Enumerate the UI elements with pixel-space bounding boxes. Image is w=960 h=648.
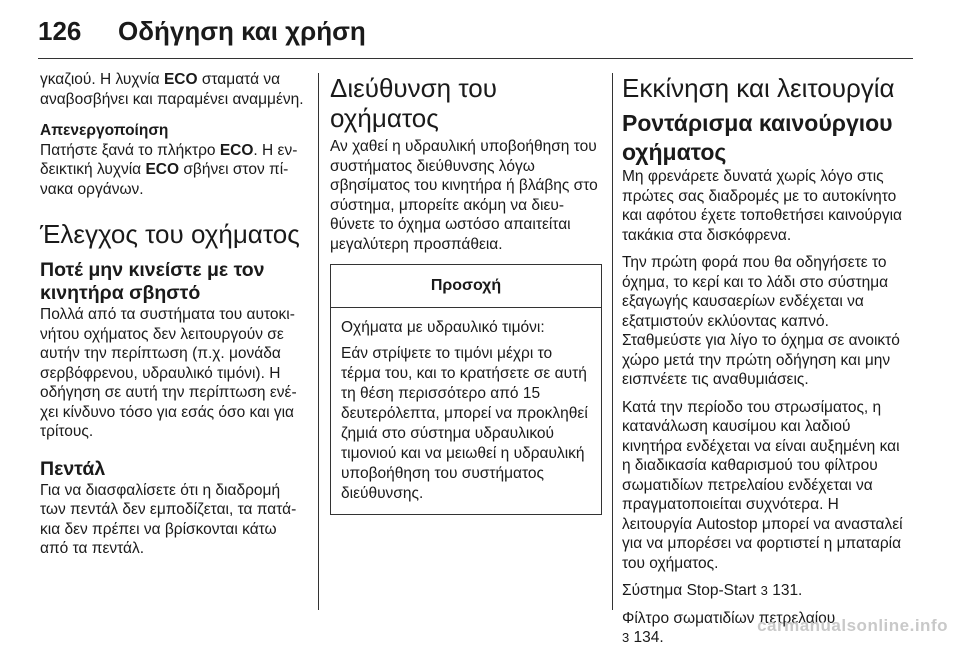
deactivation-heading: Απενεργοποίηση [40,122,169,139]
pedals-paragraph: Για να διασφαλίσετε ότι η διαδρομή των πεντάλ δεν εμποδίζεται, τα πατάκια δεν πρέπει να βρίσκονται κάτω από τα πεντάλ. [40,481,297,557]
reference-arrow-icon: 3 [622,630,630,645]
steering-paragraph: Αν χαθεί η υδραυλική υποβοήθηση του συστήματος διεύθυνσης λόγω σβησίματος του κινητήρα ή βλάβης στο σύστημα, μπορείτε ακόμη να διευθύνετε το όχημα ωστόσο απαιτείται μεγαλύτερη προσπάθεια. [330,138,598,253]
column-divider [318,73,319,610]
cross-reference-stop-start[interactable]: Σύστημα Stop-Start 3 131. [622,582,803,599]
column-left [40,70,308,559]
subheading-running-in: Ροντάρισμα καινούργιου οχήματος [622,110,893,165]
section-heading-vehicle-control: Έλεγχος του οχήματος [40,219,300,249]
column-middle [330,70,602,515]
header-rule [38,58,913,59]
page-number: 126 [38,16,82,46]
watermark: carmanualsonline.info [757,616,948,635]
running-in-paragraph-2: Την πρώτη φορά που θα οδηγήσετε το όχημα, το κερί και το λάδι στο σύστημα εξαγωγής καυσαερίων ενδέχεται να εξατμιστούν εκλύοντας καπνό. Σταθμεύστε για λίγο το όχημα σε ανοικτό χώρο μετά την πρώτη οδήγηση και μην εισπνέετε τις αναθυμιάσεις. [622,254,900,388]
caution-box [330,264,602,515]
column-divider [612,73,613,610]
engine-off-paragraph: Πολλά από τα συστήματα του αυτοκινήτου οχήματος δεν λειτουργούν σε αυτήν την περίπτωση (π.χ. μονάδα σερβόφρενου, υδραυλικό τιμόνι). Η οδήγηση σε αυτή την περίπτωση ενέχει κίνδυνο τόσο για εσάς όσο και για τρίτους. [40,306,297,440]
subheading-engine-off: Ποτέ μην κινείστε με τον κινητήρα σβηστό [40,259,265,304]
reference-arrow-icon: 3 [760,583,768,598]
page-header [0,0,960,60]
section-heading-starting: Εκκίνηση και λειτουργία [622,73,895,103]
caution-title: Προσοχή [331,265,601,308]
subheading-pedals: Πεντάλ [40,457,106,480]
running-in-paragraph-3: Κατά την περίοδο του στρωσίματος, η κατανάλωση καυσίμου και λαδιού κινητήρα ενδέχεται να είναι αυξημένη και η διαδικασία καθαρισμού του φίλτρου σωματιδίων πετρελαίου ενδέχεται να πραγματοποιείται συχνότερα. Η λειτουργία Autostop μπορεί να ανασταλεί για να μπορέσει να φορτιστεί η μπαταρία του οχήματος. [622,398,903,572]
cross-reference-particle-filter[interactable]: Φίλτρο σωματιδίων πετρελαίου 3 134. [622,609,836,646]
column-right [622,70,912,648]
running-in-paragraph-1: Μη φρενάρετε δυνατά χωρίς λόγο στις πρώτες σας διαδρομές με το αυτοκίνητο και αφότου έχετε τοποθετήσει καινούργια τακάκια στα δισκόφρενα. [622,168,902,244]
caution-line: Οχήματα με υδραυλικό τιμόνι: [341,319,545,336]
page-title: Οδήγηση και χρήση [118,16,366,46]
intro-paragraph: γκαζιού. Η λυχνία ECO σταματά να αναβοσβήνει και παραμένει αναμμένη. [40,71,304,108]
section-heading-steering: Διεύθυνση του οχήματος [330,73,497,133]
caution-paragraph: Εάν στρίψετε το τιμόνι μέχρι το τέρμα του, και το κρατήσετε σε αυτή τη θέση περισσότερο από 15 δευτερόλεπτα, μπορεί να προκληθεί ζημιά στο σύστημα υδραυλικού τιμονιού και να μειωθεί η υδραυλική υποβοήθηση του συστήματος διεύθυνσης. [341,345,588,502]
deactivation-paragraph: Πατήστε ξανά το πλήκτρο ECO. Η ενδεικτική λυχνία ECO σβήνει στον πίνακα οργάνων. [40,141,298,198]
